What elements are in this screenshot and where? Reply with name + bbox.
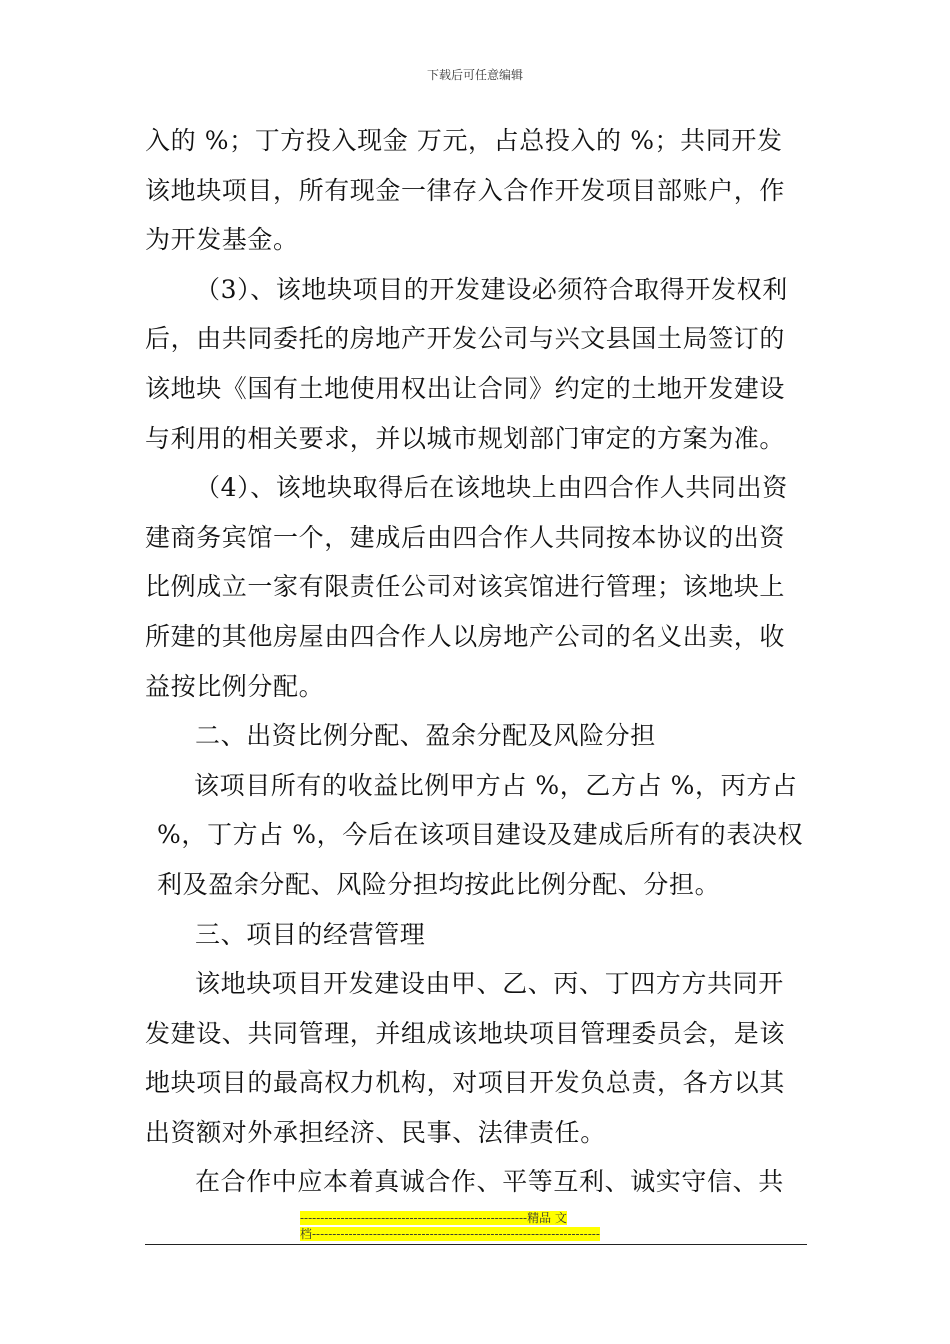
paragraph-continuation: 入的 %；丁方投入现金 万元，占总投入的 %；共同开发该地块项目，所有现金一律存入合作开发项目部账户，作为开发基金。 — [145, 126, 786, 255]
footer-divider — [145, 1244, 807, 1245]
paragraph-clause-4: （4）、该地块取得后在该地块上由四合作人共同出资建商务宾馆一个，建成后由四合作人共同按本协议的出资比例成立一家有限责任公司对该宾馆进行管理；该地块上所建的其他房屋由四合作人以房地产公司的名义出卖，收益按比例分配。 — [145, 473, 788, 701]
paragraph-management: 该地块项目开发建设由甲、乙、丙、丁四方方共同开发建设、共同管理，并组成该地块项目管理委员会，是该地块项目的最高权力机构，对项目开发负总责，各方以其出资额对外承担经济、民事、法律责任。 — [145, 969, 786, 1147]
section-heading-3: 三、项目的经营管理 — [195, 919, 426, 949]
paragraph-cooperation: 在合作中应本着真诚合作、平等互利、诚实守信、共 — [195, 1167, 784, 1197]
footer-watermark-line-2: 档----------------------------------------------------------------------- — [300, 1227, 600, 1241]
paragraph-clause-3: （3）、该地块项目的开发建设必须符合取得开发权利后，由共同委托的房地产开发公司与兴文县国土局签订的该地块《国有土地使用权出让合同》约定的土地开发建设与利用的相关要求，并以城市规划部门审定的方案为准。 — [145, 274, 788, 453]
page-header-note: 下载后可任意编辑 — [426, 68, 523, 82]
section-heading-2: 二、出资比例分配、盈余分配及风险分担 — [195, 721, 656, 751]
footer-watermark-line-1: --------------------------------------------------------精品 文 — [300, 1211, 567, 1225]
paragraph-profit-ratio: 该项目所有的收益比例甲方占 %，乙方占 %，丙方占 %，丁方占 %，今后在该项目建设及建成后所有的表决权利及盈余分配、风险分担均按此比例分配、分担。 — [157, 770, 804, 899]
document-body — [145, 116, 807, 1207]
footer-watermark — [300, 1210, 652, 1242]
